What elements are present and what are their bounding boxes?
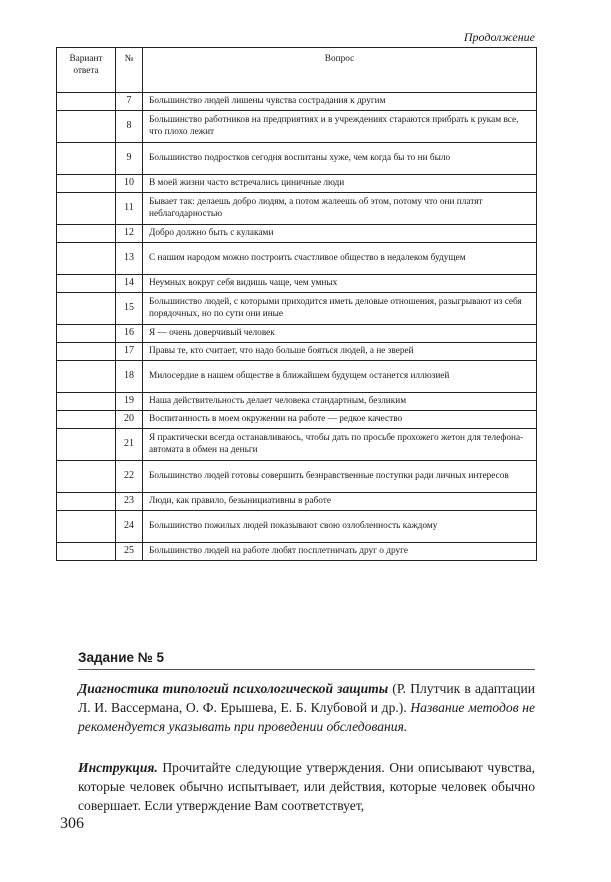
table-row [57, 429, 537, 461]
table-row [57, 543, 537, 561]
row-number: 24 [116, 511, 143, 543]
table-row [57, 243, 537, 275]
table-row [57, 193, 537, 225]
answer-cell[interactable] [57, 461, 116, 493]
row-number: 15 [116, 293, 143, 325]
table-row [57, 175, 537, 193]
row-number: 17 [116, 343, 143, 361]
heading-rule [78, 669, 535, 670]
answer-cell[interactable] [57, 325, 116, 343]
task-note: Название методов не рекомендуется указывать при проведении обследования. [78, 700, 535, 734]
row-question: Люди, как правило, безынициативны в работе [143, 493, 537, 511]
row-question: Большинство людей, с которыми приходится иметь деловые отношения, разыгрывают из себя порядочных, но по сути они иные [143, 293, 537, 325]
row-question: Неумных вокруг себя видишь чаще, чем умных [143, 275, 537, 293]
task-title: Диагностика типологий психологической защиты [78, 681, 389, 696]
row-question: Правы те, кто считает, что надо больше бояться людей, а не зверей [143, 343, 537, 361]
row-number: 11 [116, 193, 143, 225]
answer-cell[interactable] [57, 411, 116, 429]
row-number: 10 [116, 175, 143, 193]
answer-cell[interactable] [57, 493, 116, 511]
task-heading: Задание № 5 [78, 650, 165, 665]
row-number: 16 [116, 325, 143, 343]
row-number: 12 [116, 225, 143, 243]
table-row [57, 511, 537, 543]
row-number: 7 [116, 93, 143, 111]
row-question: Добро должно быть с кулаками [143, 225, 537, 243]
table-row [57, 111, 537, 143]
answer-cell[interactable] [57, 511, 116, 543]
header-number: № [116, 48, 143, 93]
table-row [57, 143, 537, 175]
table-row [57, 361, 537, 393]
instruction-label: Инструкция. [78, 760, 158, 775]
row-question: Наша действительность делает человека стандартным, безликим [143, 393, 537, 411]
row-question: Я — очень доверчивый человек [143, 325, 537, 343]
answer-cell[interactable] [57, 225, 116, 243]
row-question: Милосердие в нашем обществе в ближайшем будущем останется иллюзией [143, 361, 537, 393]
answer-cell[interactable] [57, 429, 116, 461]
table-row [57, 461, 537, 493]
continuation-label: Продолжение [463, 30, 535, 44]
page-number: 306 [60, 815, 84, 832]
row-number: 19 [116, 393, 143, 411]
answer-cell[interactable] [57, 111, 116, 143]
table-header-row [57, 48, 537, 93]
answer-cell[interactable] [57, 343, 116, 361]
task-title-paragraph [78, 679, 535, 736]
answer-cell[interactable] [57, 275, 116, 293]
table-row [57, 411, 537, 429]
row-number: 8 [116, 111, 143, 143]
table-row [57, 93, 537, 111]
answer-cell[interactable] [57, 143, 116, 175]
row-question: Большинство подростков сегодня воспитаны хуже, чем когда бы то ни было [143, 143, 537, 175]
row-number: 13 [116, 243, 143, 275]
answer-cell[interactable] [57, 293, 116, 325]
table-row [57, 275, 537, 293]
task-authors: (Р. Плутчик в адаптации Л. И. Вассермана, О. Ф. Ерышева, Е. Б. Клубовой и др.). [78, 681, 535, 715]
row-number: 21 [116, 429, 143, 461]
header-variant: Вариант ответа [57, 48, 116, 93]
table-row [57, 493, 537, 511]
answer-cell[interactable] [57, 361, 116, 393]
row-number: 9 [116, 143, 143, 175]
row-question: Воспитанность в моем окружении на работе — редкое качество [143, 411, 537, 429]
table-row [57, 225, 537, 243]
table-row [57, 393, 537, 411]
table-row [57, 325, 537, 343]
instruction-text: Прочитайте следующие утверждения. Они описывают чувства, которые человек обычно испытывает, или действия, которые человек обычно совершает. Если утверждение Вам соответствует, [78, 760, 535, 813]
questionnaire-table [56, 47, 537, 561]
row-question: Бывает так: делаешь добро людям, а потом жалеешь об этом, потому что они платят неблагодарностью [143, 193, 537, 225]
row-number: 25 [116, 543, 143, 561]
row-question: Большинство людей готовы совершить безнравственные поступки ради личных интересов [143, 461, 537, 493]
table-row [57, 293, 537, 325]
answer-cell[interactable] [57, 243, 116, 275]
row-question: Большинство людей на работе любят посплетничать друг о друге [143, 543, 537, 561]
row-question: Большинство пожилых людей показывают свою озлобленность каждому [143, 511, 537, 543]
row-number: 22 [116, 461, 143, 493]
row-question: Большинство людей лишены чувства сострадания к другим [143, 93, 537, 111]
row-question: В моей жизни часто встречались циничные люди [143, 175, 537, 193]
row-question: Большинство работников на предприятиях и в учреждениях стараются прибрать к рукам все, что плохо лежит [143, 111, 537, 143]
row-number: 14 [116, 275, 143, 293]
answer-cell[interactable] [57, 93, 116, 111]
row-number: 18 [116, 361, 143, 393]
table-row [57, 343, 537, 361]
answer-cell[interactable] [57, 175, 116, 193]
header-question: Вопрос [143, 48, 537, 93]
answer-cell[interactable] [57, 393, 116, 411]
row-number: 20 [116, 411, 143, 429]
row-number: 23 [116, 493, 143, 511]
instruction-paragraph [78, 758, 535, 815]
answer-cell[interactable] [57, 543, 116, 561]
answer-cell[interactable] [57, 193, 116, 225]
row-question: Я практически всегда останавливаюсь, чтобы дать по просьбе прохожего жетон для телефона-автомата в обмен на деньги [143, 429, 537, 461]
row-question: С нашим народом можно построить счастливое общество в недалеком будущем [143, 243, 537, 275]
